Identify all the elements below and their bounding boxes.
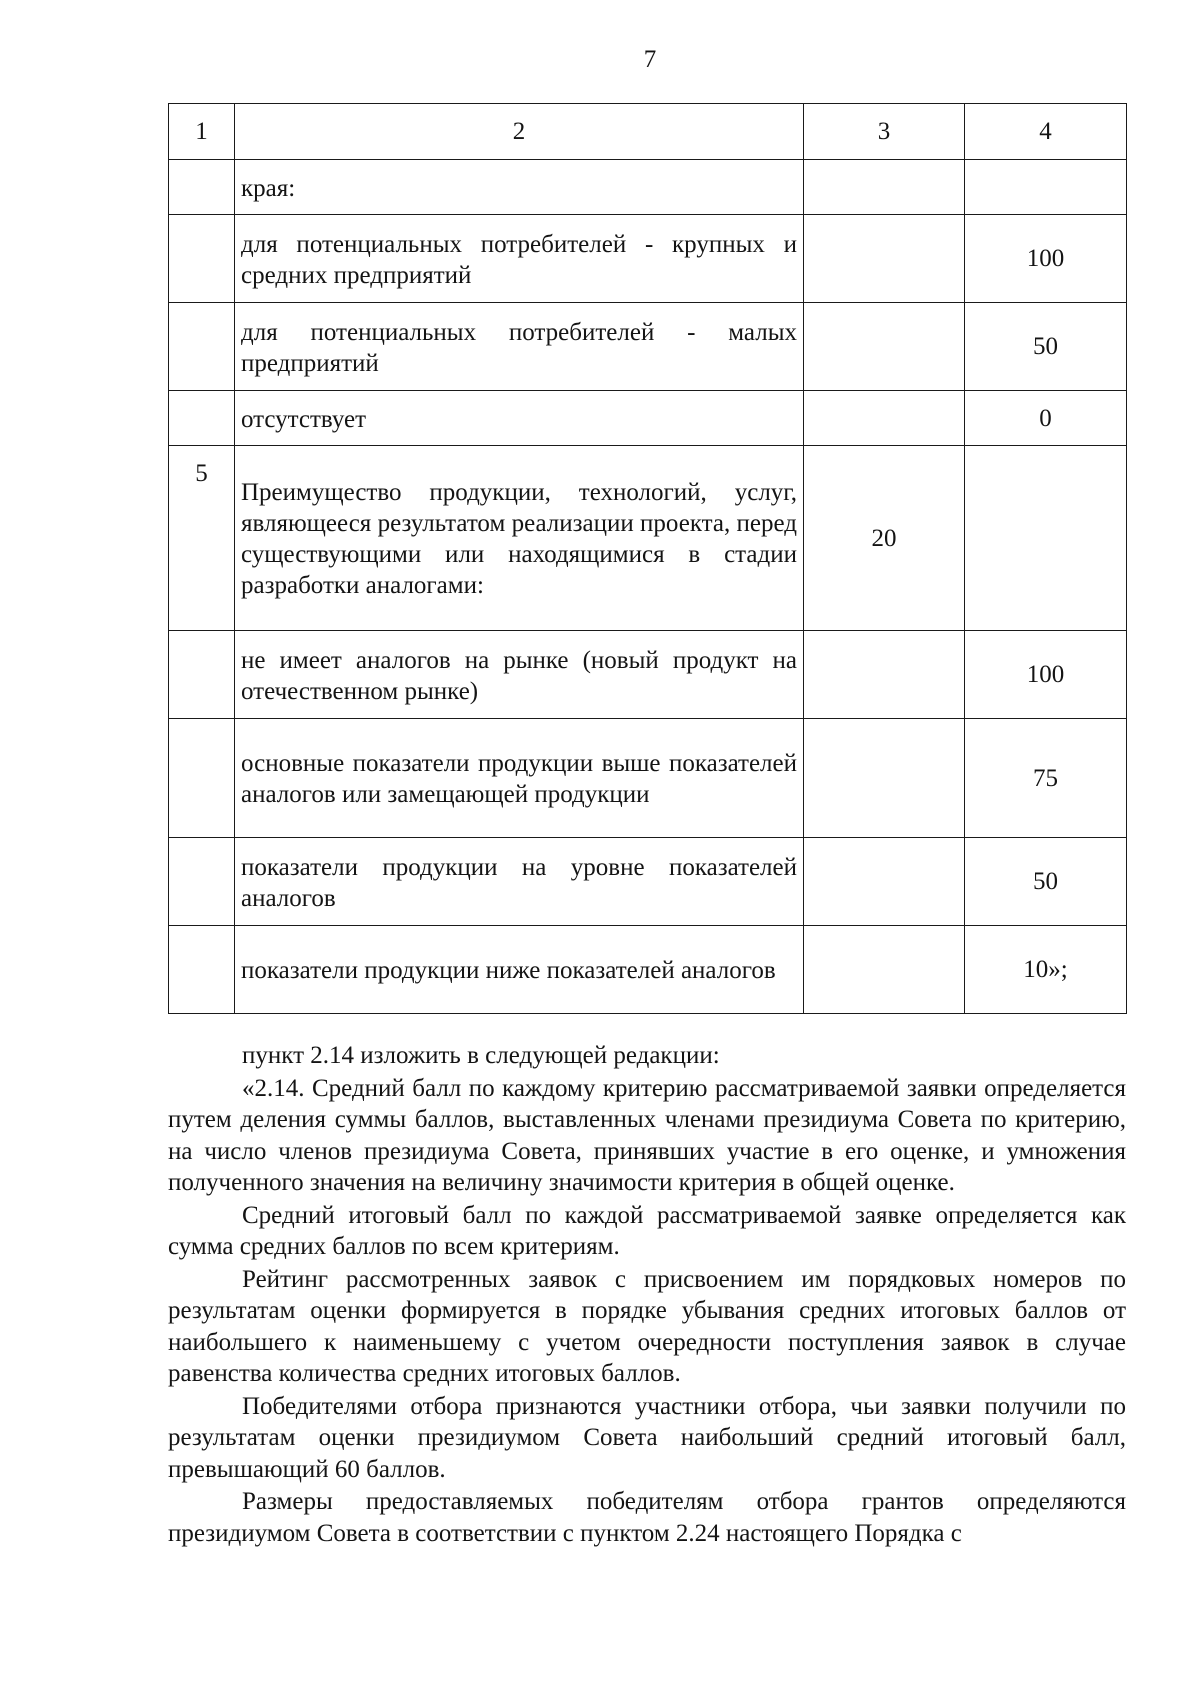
row-number: [169, 215, 235, 303]
criterion-score: 0: [965, 391, 1127, 446]
row-number: [169, 160, 235, 215]
table-header-row: [169, 104, 1127, 160]
table-row: [169, 160, 1127, 215]
column-header: 3: [804, 104, 965, 160]
criterion-score: [965, 446, 1127, 631]
table-row: [169, 631, 1127, 719]
amendment-text: [168, 1040, 1126, 1549]
criterion-weight: 20: [804, 446, 965, 631]
criterion-weight: [804, 303, 965, 391]
criterion-weight: [804, 838, 965, 926]
row-number: 5: [169, 446, 235, 631]
criterion-score: 50: [965, 303, 1127, 391]
criterion-weight: [804, 631, 965, 719]
row-number: [169, 391, 235, 446]
table-row: [169, 215, 1127, 303]
criterion-text: основные показатели продукции выше показателей аналогов или замещающей продукции: [235, 719, 804, 838]
table-row: [169, 926, 1127, 1014]
paragraph: Размеры предоставляемых победителям отбора грантов определяются президиумом Совета в соответствии с пунктом 2.24 настоящего Порядка с: [168, 1488, 1126, 1547]
paragraph: «2.14. Средний балл по каждому критерию рассматриваемой заявки определяется путем деления суммы баллов, выставленных членами президиума Совета по критерию, на число членов президиума Совета, принявших участие в его оценке, и умножения полученного значения на величину значимости критерия в общей оценке.: [168, 1074, 1126, 1196]
criterion-text: не имеет аналогов на рынке (новый продукт на отечественном рынке): [235, 631, 804, 719]
criterion-text: отсутствует: [235, 391, 804, 446]
paragraph: Рейтинг рассмотренных заявок с присвоением им порядковых номеров по результатам оценки формируется в порядке убывания средних итоговых баллов от наибольшего к наименьшему с учетом очередности поступления заявок в случае равенства количества средних итоговых баллов.: [168, 1265, 1126, 1387]
row-number: [169, 631, 235, 719]
criterion-text: показатели продукции ниже показателей аналогов: [235, 926, 804, 1014]
criterion-weight: [804, 926, 965, 1014]
column-header: 4: [965, 104, 1127, 160]
criterion-score: 50: [965, 838, 1127, 926]
criterion-text: для потенциальных потребителей - малых предприятий: [235, 303, 804, 391]
criterion-weight: [804, 215, 965, 303]
criterion-score: 100: [965, 631, 1127, 719]
table-row: [169, 838, 1127, 926]
criterion-text: показатели продукции на уровне показателей аналогов: [235, 838, 804, 926]
table-row: [169, 719, 1127, 838]
criterion-score: 100: [965, 215, 1127, 303]
criterion-weight: [804, 391, 965, 446]
paragraph: Победителями отбора признаются участники отбора, чьи заявки получили по результатам оценки президиумом Совета наибольший средний итоговый балл, превышающий 60 баллов.: [168, 1392, 1126, 1483]
table-row: [169, 391, 1127, 446]
criterion-text: для потенциальных потребителей - крупных и средних предприятий: [235, 215, 804, 303]
criterion-weight: [804, 719, 965, 838]
row-number: [169, 303, 235, 391]
criterion-score: 10»;: [965, 926, 1127, 1014]
criterion-text: края:: [235, 160, 804, 215]
criterion-score: 75: [965, 719, 1127, 838]
row-number: [169, 838, 235, 926]
criterion-weight: [804, 160, 965, 215]
column-header: 2: [235, 104, 804, 160]
page-number: 7: [643, 46, 657, 73]
column-header: 1: [169, 104, 235, 160]
criterion-score: [965, 160, 1127, 215]
paragraph: пункт 2.14 изложить в следующей редакции:: [242, 1042, 720, 1069]
row-number: [169, 926, 235, 1014]
paragraph: Средний итоговый балл по каждой рассматриваемой заявке определяется как сумма средних баллов по всем критериям.: [168, 1201, 1126, 1260]
criterion-text: Преимущество продукции, технологий, услуг, являющееся результатом реализации проекта, перед существующими или находящимися в стадии разработки аналогами:: [235, 446, 804, 631]
row-number: [169, 719, 235, 838]
table-row: [169, 303, 1127, 391]
table-row: [169, 446, 1127, 631]
criteria-table: [168, 103, 1127, 1014]
